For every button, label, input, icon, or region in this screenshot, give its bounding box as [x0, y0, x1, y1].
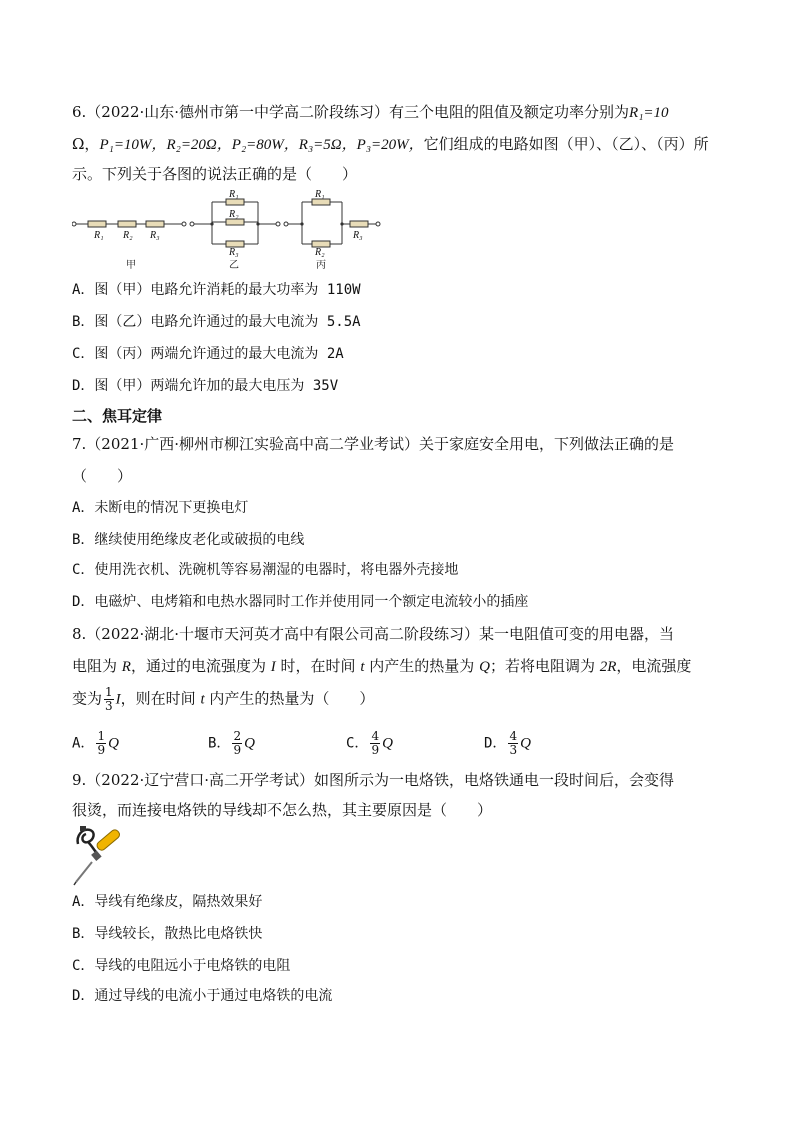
label-r1-jia: R₁ [94, 230, 104, 241]
q6-stem-line3: 示。下列关于各图的说法正确的是（ ） [72, 165, 358, 183]
q9-stem-line2: 很烫，而连接电烙铁的导线却不怎么热，其主要原因是（ ） [72, 801, 493, 819]
label-yi: 乙 [229, 260, 239, 271]
q7-option-d[interactable]: D．电磁炉、电烤箱和电热水器同时工作并使用同一个额定电流较小的插座 [72, 594, 529, 610]
q7-option-b[interactable]: B．继续使用绝缘皮老化或破损的电线 [72, 532, 305, 548]
label-r3-bing: R₃ [353, 230, 363, 241]
q9-option-b[interactable]: B．导线较长，散热比电烙铁快 [72, 926, 263, 942]
label-r1-yi: R₁ [229, 189, 239, 200]
fraction-one-third: $\frac{1}{3}$ [105, 685, 113, 713]
q7-option-c[interactable]: C．使用洗衣机、洗碗机等容易潮湿的电器时，将电器外壳接地 [72, 562, 459, 578]
q6-r1-value: R₁=10 [629, 105, 669, 121]
q7-stem-line1: 7.（2021·广西·柳州市柳江实验高中高二学业考试）关于家庭安全用电，下列做法正确的是 [72, 435, 675, 453]
q7-option-a[interactable]: A．未断电的情况下更换电灯 [72, 500, 249, 516]
q6-stem-line2: Ω，P₁=10W，R₂=20Ω，P₂=80W，R₃=5Ω，P₃=20W，它们组成的电路如图（甲）、（乙）、（丙）所 [72, 135, 709, 153]
q7-stem-line2: （ ） [72, 467, 133, 485]
label-r1-bing: R₁ [315, 189, 325, 200]
q6-option-c[interactable]: C．图（丙）两端允许通过的最大电流为 2A [72, 346, 344, 362]
q9-option-a[interactable]: A．导线有绝缘皮，隔热效果好 [72, 894, 263, 910]
q9-option-d[interactable]: D．通过导线的电流小于通过电烙铁的电流 [72, 988, 333, 1004]
label-r2-jia: R₂ [123, 230, 133, 241]
section-heading: 二、焦耳定律 [72, 407, 163, 425]
label-jia: 甲 [126, 260, 136, 271]
q9-option-c[interactable]: C．导线的电阻远小于电烙铁的电阻 [72, 958, 291, 974]
q8-option-a[interactable]: A． $\frac{1}{9}$ Q [72, 729, 119, 757]
label-bing: 丙 [316, 260, 326, 271]
circuit-diagram [72, 188, 392, 280]
q6-option-d[interactable]: D．图（甲）两端允许加的最大电压为 35V [72, 378, 339, 394]
q8-stem-line2: 电阻为 R，通过的电流强度为 I 时，在时间 t 内产生的热量为 Q；若将电阻调为 2R，电流强度 [72, 657, 692, 675]
soldering-iron-icon [72, 822, 132, 886]
label-r2-bing: R₂ [315, 247, 325, 258]
label-r2-yi: R₂ [229, 209, 239, 220]
q6-option-b[interactable]: B．图（乙）电路允许通过的最大电流为 5.5A [72, 314, 361, 330]
q6-stem-line1: 6.（2022·山东·德州市第一中学高二阶段练习）有三个电阻的阻值及额定功率分别为R₁=10 [72, 103, 669, 121]
label-r3-jia: R₃ [150, 230, 160, 241]
label-r3-yi: R₃ [229, 247, 239, 258]
q8-option-c[interactable]: C． $\frac{4}{9}$ Q [346, 729, 393, 757]
q9-stem-line1: 9.（2022·辽宁营口·高二开学考试）如图所示为一电烙铁，电烙铁通电一段时间后，会变得 [72, 771, 675, 789]
q6-option-a[interactable]: A．图（甲）电路允许消耗的最大功率为 110W [72, 282, 361, 298]
q8-option-d[interactable]: D． $\frac{4}{3}$ Q [484, 729, 531, 757]
q8-option-b[interactable]: B． $\frac{2}{9}$ Q [208, 729, 255, 757]
q8-stem-line3: 变为 $\frac{1}{3}$ I，则在时间 t 内产生的热量为（ ） [72, 685, 375, 713]
q8-stem-line1: 8.（2022·湖北·十堰市天河英才高中有限公司高二阶段练习）某一电阻值可变的用电器，当 [72, 625, 675, 643]
